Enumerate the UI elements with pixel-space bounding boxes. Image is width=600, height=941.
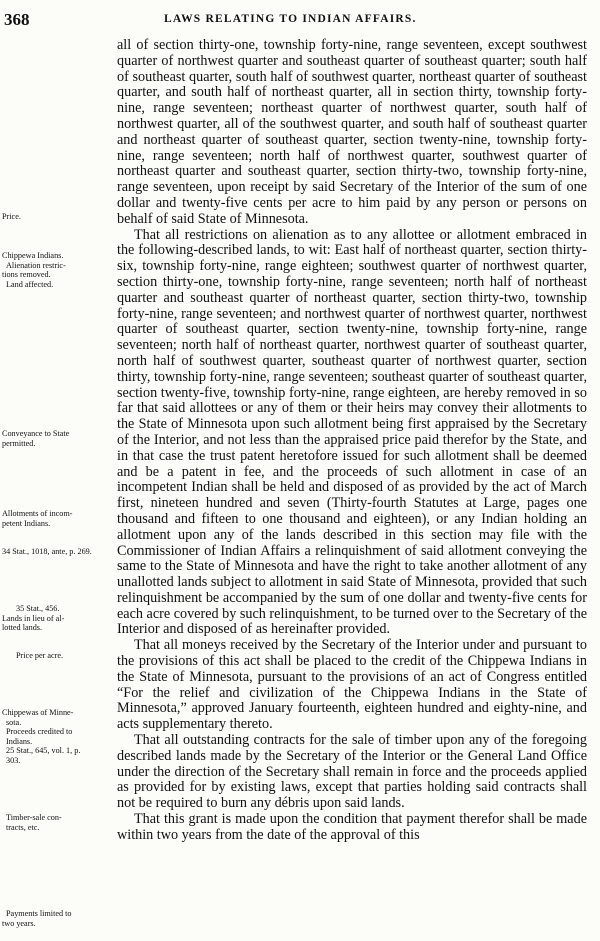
margin-note-line: Lands in lieu of al- bbox=[2, 613, 65, 623]
margin-note-chippewas-credit bbox=[2, 708, 114, 765]
page-number: 368 bbox=[4, 10, 30, 29]
margin-note-line: Chippewas of Minne- bbox=[2, 708, 74, 717]
paragraph: That all restrictions on alienation as to any allottee or allotment embraced in the following-described lands, to wit: East half of northeast quarter, section thirty-six, township forty-nine, range eighteen; southwest quarter of northwest quarter, section thirty-one, township forty-nine, range seventeen; north half of northeast quarter and southeast quarter of northeast quarter, section thirty-two, township forty-nine, range seventeen; and northwest quarter of northwest quarter, northwest quarter of southeast quarter, section twenty-nine, township forty-nine, range seventeen; north half of northeast quarter, northwest quarter of southeast quarter, north half of southwest quarter, southeast quarter of northwest quarter, section thirty, township forty-nine, range seventeen; southeast quarter of southeast quarter, section twenty-five, township forty-nine, range eighteen, are hereby removed in so far that said allottees or any of them or their heirs may convey their allotments to the State of Minnesota upon such allotment being first appraised by the Secretary of the Interior, and not less than the appraised price paid therefor by the State, and in that case the trust patent heretofore issued for such allotment shall be deemed and be a patent in fee, and the proceeds of such allotment in case of an incompetent Indian shall be held and disposed of as provided by the act of March first, nineteen hundred and seven (Thirty-fourth Statutes at Large, pages one thousand and fifteen to one thousand and eighteen), or any Indian holding an allotment upon any of the lands described in this section may file with the Commissioner of Indian Affairs a relinquishment of said allotment conveying the same to the State of Minnesota and have the right to take another allotment of any unallotted lands subject to allotment in said State of Minnesota, provided that such relinquishment be accompanied by the sum of one dollar and twenty-five cents for each acre covered by such relinquishment, to be turned over to the Secretary of the Interior and disposed of as hereinafter provided. bbox=[117, 226, 587, 638]
margin-note-line: 303. bbox=[6, 755, 21, 765]
margin-note-conveyance bbox=[2, 429, 114, 448]
margin-note-citation bbox=[2, 547, 114, 557]
margin-note-line: Land affected. bbox=[6, 279, 54, 289]
margin-note-line: 25 Stat., 645, vol. 1, p. bbox=[6, 746, 81, 755]
margin-note-line: 35 Stat., 456. bbox=[16, 604, 60, 613]
margin-note-lieu-lands bbox=[2, 604, 114, 633]
margin-note-line: two years. bbox=[2, 918, 36, 928]
margin-note-line: Indians. bbox=[6, 736, 33, 746]
paragraph: That all outstanding contracts for the sale of timber upon any of the foregoing described lands made by the Secretary of the Interior or the General Land Office under the direction of the Secretary shall remain in force and the proceeds applied as provided for by existing laws, except that parties holding said contracts shall not be required to burn any débris upon said lands. bbox=[117, 732, 587, 812]
margin-note-line: Alienation restric- bbox=[6, 260, 66, 270]
paragraph: all of section thirty-one, township forty-nine, range seventeen, except southwest quarter of northwest quarter and southeast quarter of southeast quarter; south half of southeast quarter, south half of southwest quarter, northeast quarter of southeast quarter, and south half of northeast quarter, all in section thirty, township forty-nine, range seventeen; northeast quarter of northwest quarter, south half of northwest quarter, all of the southwest quarter, and south half of southeast quarter and northeast quarter of southeast quarter, section twenty-nine, township forty-nine, range seventeen; north half of northwest quarter, southwest quarter of northeast quarter and southeast quarter, section thirty-two, township forty-nine, range seventeen, upon receipt by said Secretary of the Interior of the sum of one dollar and twenty-five cents per acre to him paid by any person or persons on behalf of said State of Minnesota. bbox=[117, 37, 587, 227]
margin-note-line: lotted lands. bbox=[2, 623, 43, 632]
margin-note-line: 34 Stat., 1018, ante, p. 269. bbox=[2, 547, 92, 556]
running-title: LAWS RELATING TO INDIAN AFFAIRS. bbox=[164, 13, 417, 25]
margin-note-line: Timber-sale con- bbox=[6, 813, 62, 822]
paragraph: That all moneys received by the Secretary of the Interior under and pursuant to the provisions of this act shall be placed to the credit of the Chippewa Indians in the State of Minnesota, pursuant to the provisions of an act of Congress entitled “For the relief and civilization of the Chippewa Indians in the State of Minnesota,” approved January fourteenth, eighteen hundred and eighty-nine, and acts supplementary thereto. bbox=[117, 637, 587, 733]
margin-note-line: sota. bbox=[6, 717, 22, 727]
margin-note-line: Price. bbox=[2, 212, 21, 221]
margin-note-line: tions removed. bbox=[2, 270, 51, 279]
margin-note-line: Price per acre. bbox=[16, 651, 64, 660]
margin-note-restrictions-removed bbox=[2, 251, 114, 289]
margin-note-line: permitted. bbox=[2, 438, 36, 448]
margin-note-timber-contracts bbox=[2, 813, 114, 832]
margin-note-line: Chippewa Indians. bbox=[2, 251, 64, 260]
paragraph: That this grant is made upon the condition that payment therefor shall be made within two years from the date of the approval of this bbox=[117, 811, 587, 843]
margin-note-line: Proceeds credited to bbox=[6, 727, 73, 736]
page-header bbox=[4, 10, 594, 30]
margin-note-line: Payments limited to bbox=[6, 909, 72, 918]
margin-note-line: Allotments of incom- bbox=[2, 509, 73, 518]
margin-note-price-per-acre bbox=[2, 651, 114, 661]
margin-note-payments bbox=[2, 909, 114, 928]
margin-note-line: petent Indians. bbox=[2, 518, 51, 528]
margin-note-line: Conveyance to State bbox=[2, 429, 70, 438]
margin-note-price bbox=[2, 212, 114, 222]
body-text bbox=[117, 38, 587, 844]
margin-note-incompetent-indians bbox=[2, 509, 114, 528]
margin-note-line: tracts, etc. bbox=[6, 822, 40, 832]
